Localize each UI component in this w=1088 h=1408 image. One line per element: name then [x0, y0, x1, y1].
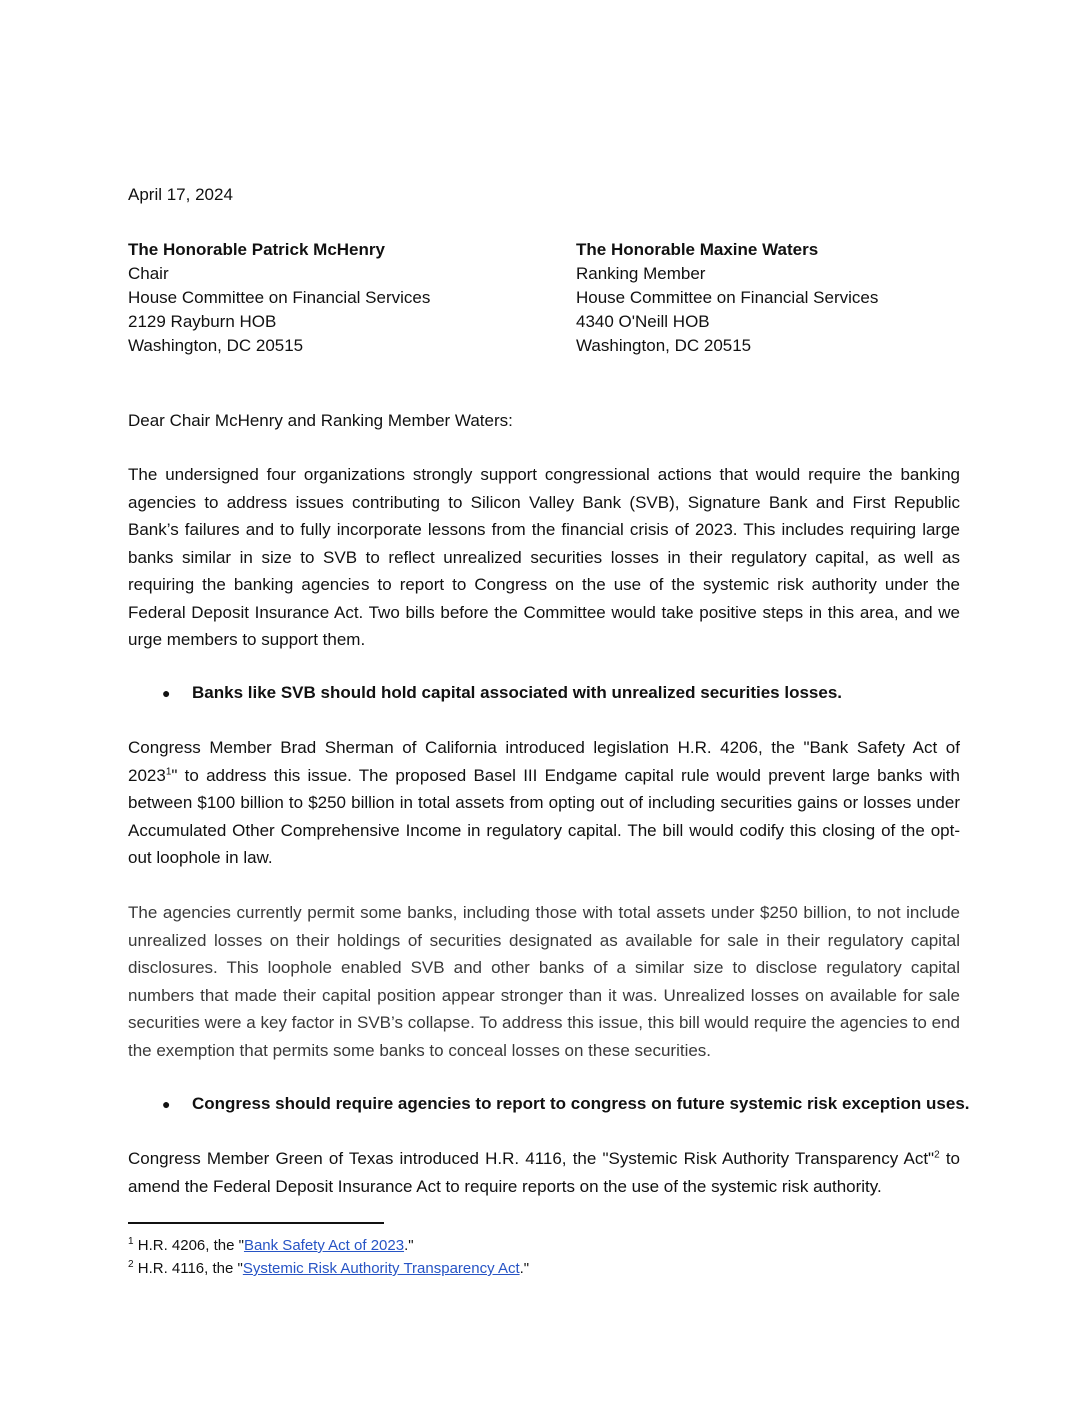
- section2-text-a: Congress Member Green of Texas introduced H.R. 4116, the "Systemic Risk Authority Transparency Act": [128, 1149, 935, 1168]
- recipient-name: The Honorable Maxine Waters: [576, 240, 819, 259]
- footnote-divider: [128, 1222, 384, 1224]
- section2-heading: Congress should require agencies to report to congress on future systemic risk exception uses.: [192, 1094, 970, 1113]
- recipient-committee: House Committee on Financial Services: [128, 288, 431, 307]
- recipient-committee: House Committee on Financial Services: [576, 288, 879, 307]
- footnote-1: [128, 1236, 414, 1256]
- footnote-number: 2: [128, 1259, 134, 1270]
- bullet-icon: ●: [162, 1096, 171, 1112]
- section1-text-b: " to address this issue. The proposed Basel III Endgame capital rule would prevent large banks with between $100 billion to $250 billion in total assets from opting out of including securities gains or losses under Accumulated Other Comprehensive Income in regulatory capital. The bill would codify this closing of the opt-out loophole in law.: [128, 765, 960, 867]
- section2-paragraph-1: [128, 1145, 960, 1200]
- recipient-city: Washington, DC 20515: [128, 336, 304, 355]
- recipient-office: 4340 O'Neill HOB: [576, 312, 710, 331]
- section1-paragraph-2: The agencies currently permit some banks, including those with total assets under $250 billion, to not include unrealized losses on their holdings of securities designated as available for sale in their regulatory capital disclosures. This loophole enabled SVB and other banks of a similar size to disclose regulatory capital numbers that made their capital position appear stronger than it was. Unrealized losses on available for sale securities were a key factor in SVB’s collapse. To address this issue, this bill would require the agencies to end the exemption that permits some banks to conceal losses on these securities.: [128, 903, 960, 1060]
- footnote-prefix: H.R. 4206, the ": [133, 1237, 244, 1254]
- footnote-ref-2[interactable]: 2: [934, 1149, 940, 1161]
- recipient-title: Chair: [128, 264, 169, 283]
- section1-text-a: Congress Member Brad Sherman of California introduced legislation H.R. 4206, the "Bank Safety Act of 2023: [128, 738, 960, 785]
- salutation: Dear Chair McHenry and Ranking Member Waters:: [128, 411, 513, 430]
- footnote-prefix: H.R. 4116, the ": [133, 1260, 243, 1277]
- recipient-name: The Honorable Patrick McHenry: [128, 240, 385, 259]
- intro-paragraph: The undersigned four organizations strongly support congressional actions that would require the banking agencies to address issues contributing to Silicon Valley Bank (SVB), Signature Bank and First Republic Bank’s failures and to fully incorporate lessons from the financial crisis of 2023. This includes requiring large banks similar in size to SVB to reflect unrealized securities losses in their regulatory capital, as well as requiring the banking agencies to report to Congress on the use of the systemic risk authority under the Federal Deposit Insurance Act. Two bills before the Committee would take positive steps in this area, and we urge members to support them.: [128, 465, 960, 649]
- footnote-suffix: .": [519, 1260, 530, 1277]
- footnote-link-bank-safety-act[interactable]: Bank Safety Act of 2023: [243, 1237, 405, 1254]
- footnote-ref-1[interactable]: 1: [165, 765, 172, 777]
- recipient-office: 2129 Rayburn HOB: [128, 312, 277, 331]
- section1-paragraph-1: [128, 734, 960, 872]
- section1-heading: Banks like SVB should hold capital associated with unrealized securities losses.: [192, 683, 842, 702]
- recipient-title: Ranking Member: [576, 264, 706, 283]
- recipient-city: Washington, DC 20515: [576, 336, 752, 355]
- letter-date: April 17, 2024: [128, 185, 233, 204]
- section2-text-b: to amend the Federal Deposit Insurance Act to require reports on the use of the systemic risk authority.: [128, 1149, 960, 1196]
- footnote-link-systemic-risk-act[interactable]: Systemic Risk Authority Transparency Act: [242, 1260, 520, 1277]
- footnote-2: [128, 1259, 529, 1279]
- bullet-icon: ●: [162, 685, 171, 701]
- footnote-suffix: .": [404, 1237, 414, 1254]
- footnote-number: 1: [128, 1236, 134, 1247]
